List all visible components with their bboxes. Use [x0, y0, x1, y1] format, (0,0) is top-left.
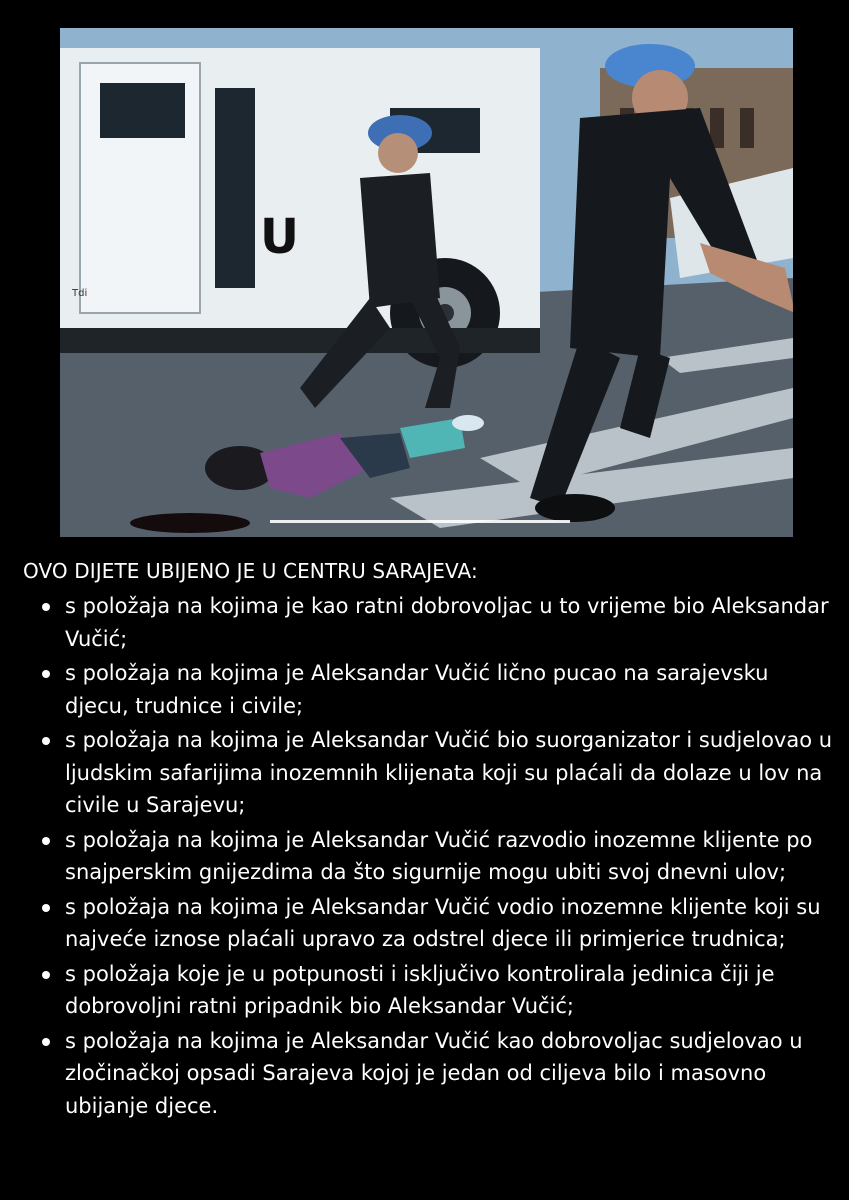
bullet-list [23, 590, 833, 1122]
bullet-dot-icon [42, 670, 50, 678]
vehicle-badge: Tdi [72, 288, 88, 299]
bullet-item [23, 724, 833, 822]
bullet-item [23, 891, 833, 956]
photo-illustration [60, 28, 793, 537]
bullet-dot-icon [42, 971, 50, 979]
bullet-item [23, 1025, 833, 1123]
bullet-item [23, 590, 833, 655]
bullet-dot-icon [42, 837, 50, 845]
heading: OVO DIJETE UBIJENO JE U CENTRU SARAJEVA: [23, 559, 478, 583]
bullet-item [23, 958, 833, 1023]
bullet-text: s položaja na kojima je Aleksandar Vučić bio suorganizator i sudjelovao u ljudskim safarijima inozemnih klijenata koji su plaćali da dolaze u lov na civile u Sarajevu; [65, 728, 833, 817]
bullet-dot-icon [42, 904, 50, 912]
bullet-item [23, 824, 833, 889]
bullet-dot-icon [42, 1038, 50, 1046]
bullet-text: s položaja na kojima je kao ratni dobrovoljac u to vrijeme bio Aleksandar Vučić; [65, 594, 829, 651]
bullet-dot-icon [42, 603, 50, 611]
bullet-item [23, 657, 833, 722]
text-block [23, 556, 833, 1124]
bullet-dot-icon [42, 737, 50, 745]
bullet-text: s položaja na kojima je Aleksandar Vučić lično pucao na sarajevsku djecu, trudnice i civile; [65, 661, 769, 718]
bullet-text: s položaja na kojima je Aleksandar Vučić razvodio inozemne klijente po snajperskim gnijezdima da što sigurnije mogu ubiti svoj dnevni ulov; [65, 827, 813, 884]
bullet-text: s položaja na kojima je Aleksandar Vučić kao dobrovoljac sudjelovao u zločinačkoj opsadi Sarajeva kojoj je jedan od ciljeva bilo i masovno ubijanje djece. [65, 1028, 803, 1118]
bullet-text: s položaja koje je u potpunosti i isključivo kontrolirala jedinica čiji je dobrovoljni ratni pripadnik bio Aleksandar Vučić; [65, 961, 775, 1018]
bullet-text: s položaja na kojima je Aleksandar Vučić vodio inozemne klijente koji su najveće iznose plaćali upravo za odstrel djece ili primjerice trudnica; [65, 894, 821, 951]
vehicle-text: U [260, 209, 299, 265]
news-photo [60, 28, 793, 537]
